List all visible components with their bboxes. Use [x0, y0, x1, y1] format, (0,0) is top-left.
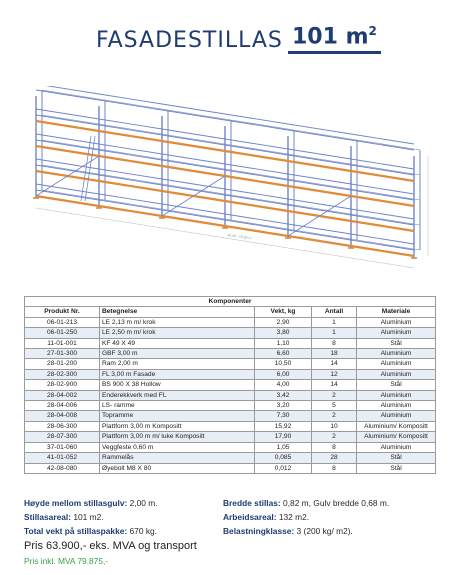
cell-weight: 3,20: [255, 401, 312, 411]
cell-product: 28-04-006: [25, 401, 100, 411]
guard-rail: [351, 134, 414, 144]
table-row: [25, 317, 436, 327]
spec-area-value: 101 m2.: [71, 512, 104, 522]
spec-height-label: Høyde mellom stillasgulv:: [24, 498, 128, 508]
table-caption: Komponenter: [25, 297, 436, 307]
cell-weight: 17,90: [255, 432, 312, 442]
table-row: [25, 349, 436, 359]
cell-count: 2: [312, 390, 357, 400]
price-main: Pris 63.900,- eks. MVA og transport: [24, 540, 197, 552]
cell-count: 1: [312, 317, 357, 327]
cell-product: 28-06-300: [25, 421, 100, 431]
col-header-product: Produkt Nr.: [25, 307, 100, 317]
cell-material: Aluminium: [357, 411, 436, 421]
guard-rail: [99, 169, 162, 179]
cell-product: 27-01-300: [25, 349, 100, 359]
col-header-name: Betegnelse: [100, 307, 255, 317]
spec-height: [24, 498, 158, 508]
cell-count: 1: [312, 328, 357, 338]
cell-weight: 0,085: [255, 453, 312, 463]
table-row: [25, 463, 436, 473]
cell-count: 2: [312, 432, 357, 442]
cell-name: KF 49 X 49: [100, 338, 255, 348]
cell-product: 28-04-002: [25, 390, 100, 400]
area-unit-exponent: 2: [368, 24, 377, 38]
guard-rail: [36, 134, 99, 144]
guard-rail: [162, 110, 225, 120]
table-row: [25, 432, 436, 442]
cell-material: Aluminium: [357, 359, 436, 369]
guard-rail: [288, 199, 351, 209]
spec-area: [24, 512, 104, 522]
table-row: [25, 369, 436, 379]
cell-product: 28-02-300: [25, 369, 100, 379]
spec-weight-label: Total vekt på stillaspakke:: [24, 526, 128, 536]
scaffold-drawing: [22, 86, 437, 268]
guard-rail: [36, 90, 99, 100]
table-row: [25, 453, 436, 463]
table-row: [25, 390, 436, 400]
diagonal-brace: [36, 156, 99, 196]
cell-material: Aluminium: [357, 349, 436, 359]
guard-rail: [351, 209, 414, 219]
cell-name: Topramme: [100, 411, 255, 421]
spec-work-area: [223, 512, 309, 522]
spec-area-label: Stillasareal:: [24, 512, 72, 522]
dimension-label: 18,48 - 18,58 m: [226, 233, 252, 241]
cell-material: Aluminium/ Kompositt: [357, 421, 436, 431]
cell-count: 10: [312, 421, 357, 431]
table-row: [25, 380, 436, 390]
cell-material: Stål: [357, 463, 436, 473]
spec-load: [223, 526, 353, 536]
cell-name: FL 3,00 m Fasade: [100, 369, 255, 379]
cell-product: 28-01-200: [25, 359, 100, 369]
cell-weight: 0,012: [255, 463, 312, 473]
col-header-weight: Vekt, kg: [255, 307, 312, 317]
cell-product: 28-04-008: [25, 411, 100, 421]
cell-name: GBF 3,00 m: [100, 349, 255, 359]
spec-work-area-label: Arbeidsareal:: [223, 512, 277, 522]
table-row: [25, 401, 436, 411]
spec-load-value: 3 (200 kg/ m2).: [294, 526, 353, 536]
cell-product: 37-01-060: [25, 442, 100, 452]
cell-name: Enderekkverk med FL: [100, 390, 255, 400]
cell-material: Stål: [357, 338, 436, 348]
cell-count: 14: [312, 359, 357, 369]
cell-weight: 7,30: [255, 411, 312, 421]
cell-material: Aluminium: [357, 442, 436, 452]
guard-rail: [351, 184, 414, 194]
cell-weight: 3,42: [255, 390, 312, 400]
cell-count: 5: [312, 401, 357, 411]
guard-rail: [99, 194, 162, 204]
cell-name: Plattform 3,00 m m/ luke Kompositt: [100, 432, 255, 442]
cell-weight: 4,00: [255, 380, 312, 390]
cell-count: 8: [312, 338, 357, 348]
table-row: [25, 328, 436, 338]
guard-rail: [225, 214, 288, 224]
guard-rail: [99, 94, 162, 104]
guard-rail: [36, 86, 99, 94]
cell-weight: 3,80: [255, 328, 312, 338]
components-table-wrap: [24, 296, 436, 474]
guard-rail: [162, 204, 225, 214]
cell-count: 12: [312, 369, 357, 379]
guard-rail: [99, 119, 162, 129]
table-row: [25, 411, 436, 421]
title-row: [0, 22, 459, 62]
col-header-count: Antall: [312, 307, 357, 317]
spec-width-value: 0,82 m, Gulv bredde 0,68 m.: [280, 498, 390, 508]
diagonal-brace: [288, 196, 351, 236]
spec-weight-value: 670 kg.: [127, 526, 157, 536]
cell-material: Stål: [357, 380, 436, 390]
cell-weight: 6,00: [255, 369, 312, 379]
guard-rail: [288, 174, 351, 184]
back-rail: [105, 100, 168, 110]
scaffold-structure: [33, 86, 428, 268]
table-row: [25, 442, 436, 452]
cell-product: 28-07-300: [25, 432, 100, 442]
cell-weight: 2,90: [255, 317, 312, 327]
guard-rail: [99, 144, 162, 154]
guard-rail: [99, 100, 162, 110]
guard-rail: [225, 189, 288, 199]
guard-rail: [225, 139, 288, 149]
cell-count: 8: [312, 463, 357, 473]
table-row: [25, 359, 436, 369]
guard-rail: [162, 129, 225, 139]
cell-name: Rammelås: [100, 453, 255, 463]
components-table: [24, 296, 436, 474]
area-badge: [288, 24, 381, 54]
back-rail: [294, 130, 357, 140]
cell-weight: 1,10: [255, 338, 312, 348]
spec-width-label: Bredde stillas:: [223, 498, 281, 508]
cell-material: Aluminium: [357, 328, 436, 338]
spec-width: [223, 498, 389, 508]
cell-material: Aluminium: [357, 390, 436, 400]
guard-rail: [225, 120, 288, 130]
guard-rail: [162, 104, 225, 114]
back-rail: [168, 110, 231, 120]
cell-name: Plattform 3,00 m Kompositt: [100, 421, 255, 431]
guard-rail: [36, 109, 99, 119]
diagonal-brace: [162, 176, 225, 216]
cell-count: 28: [312, 453, 357, 463]
spec-weight: [24, 526, 157, 536]
guard-rail: [288, 130, 351, 140]
spec-work-area-value: 132 m2.: [276, 512, 310, 522]
table-row: [25, 338, 436, 348]
cell-name: BS 900 X 38 Hollow: [100, 380, 255, 390]
cell-name: Øyebolt M8 X 80: [100, 463, 255, 473]
cell-material: Aluminium: [357, 317, 436, 327]
cell-product: 42-08-080: [25, 463, 100, 473]
guard-rail: [225, 164, 288, 174]
cell-count: 18: [312, 349, 357, 359]
guard-rail: [36, 184, 99, 194]
cell-product: 41-01-052: [25, 453, 100, 463]
cell-product: 06-01-250: [25, 328, 100, 338]
cell-name: Veggfeste 0,60 m: [100, 442, 255, 452]
cell-material: Stål: [357, 453, 436, 463]
cell-weight: 1,05: [255, 442, 312, 452]
area-value: 101 m: [292, 24, 369, 50]
guard-rail: [288, 224, 351, 234]
guard-rail: [351, 159, 414, 169]
cell-name: LE 2,13 m m/ krok: [100, 317, 255, 327]
guard-rail: [288, 149, 351, 159]
cell-weight: 10,50: [255, 359, 312, 369]
back-rail: [42, 90, 105, 100]
guard-rail: [288, 124, 351, 134]
cell-name: LE 2,50 m m/ krok: [100, 328, 255, 338]
col-header-material: Materiale: [357, 307, 436, 317]
guard-rail: [36, 159, 99, 169]
guard-rail: [351, 234, 414, 244]
back-rail: [357, 140, 420, 150]
cell-weight: 15,92: [255, 421, 312, 431]
guard-rail: [351, 140, 414, 150]
cell-material: Aluminium: [357, 369, 436, 379]
cell-count: 14: [312, 380, 357, 390]
cell-count: 2: [312, 411, 357, 421]
guard-rail: [162, 179, 225, 189]
ladder: [81, 136, 91, 201]
back-rail: [231, 120, 294, 130]
cell-product: 28-02-900: [25, 380, 100, 390]
page-title: FASADESTILLAS: [96, 28, 283, 53]
spec-load-label: Belastningklasse:: [223, 526, 295, 536]
cell-weight: 6,60: [255, 349, 312, 359]
cell-name: Ram 2,00 m: [100, 359, 255, 369]
cell-name: LS- ramme: [100, 401, 255, 411]
guard-rail: [162, 154, 225, 164]
cell-material: Aluminium/ Kompositt: [357, 432, 436, 442]
table-row: [25, 421, 436, 431]
cell-product: 11-01-001: [25, 338, 100, 348]
cell-count: 8: [312, 442, 357, 452]
cell-material: Aluminium: [357, 401, 436, 411]
price-incl-vat: Pris inkl. MVA 79.875,-: [24, 556, 109, 566]
guard-rail: [225, 114, 288, 124]
cell-product: 06-01-213: [25, 317, 100, 327]
spec-height-value: 2,00 m.: [127, 498, 158, 508]
